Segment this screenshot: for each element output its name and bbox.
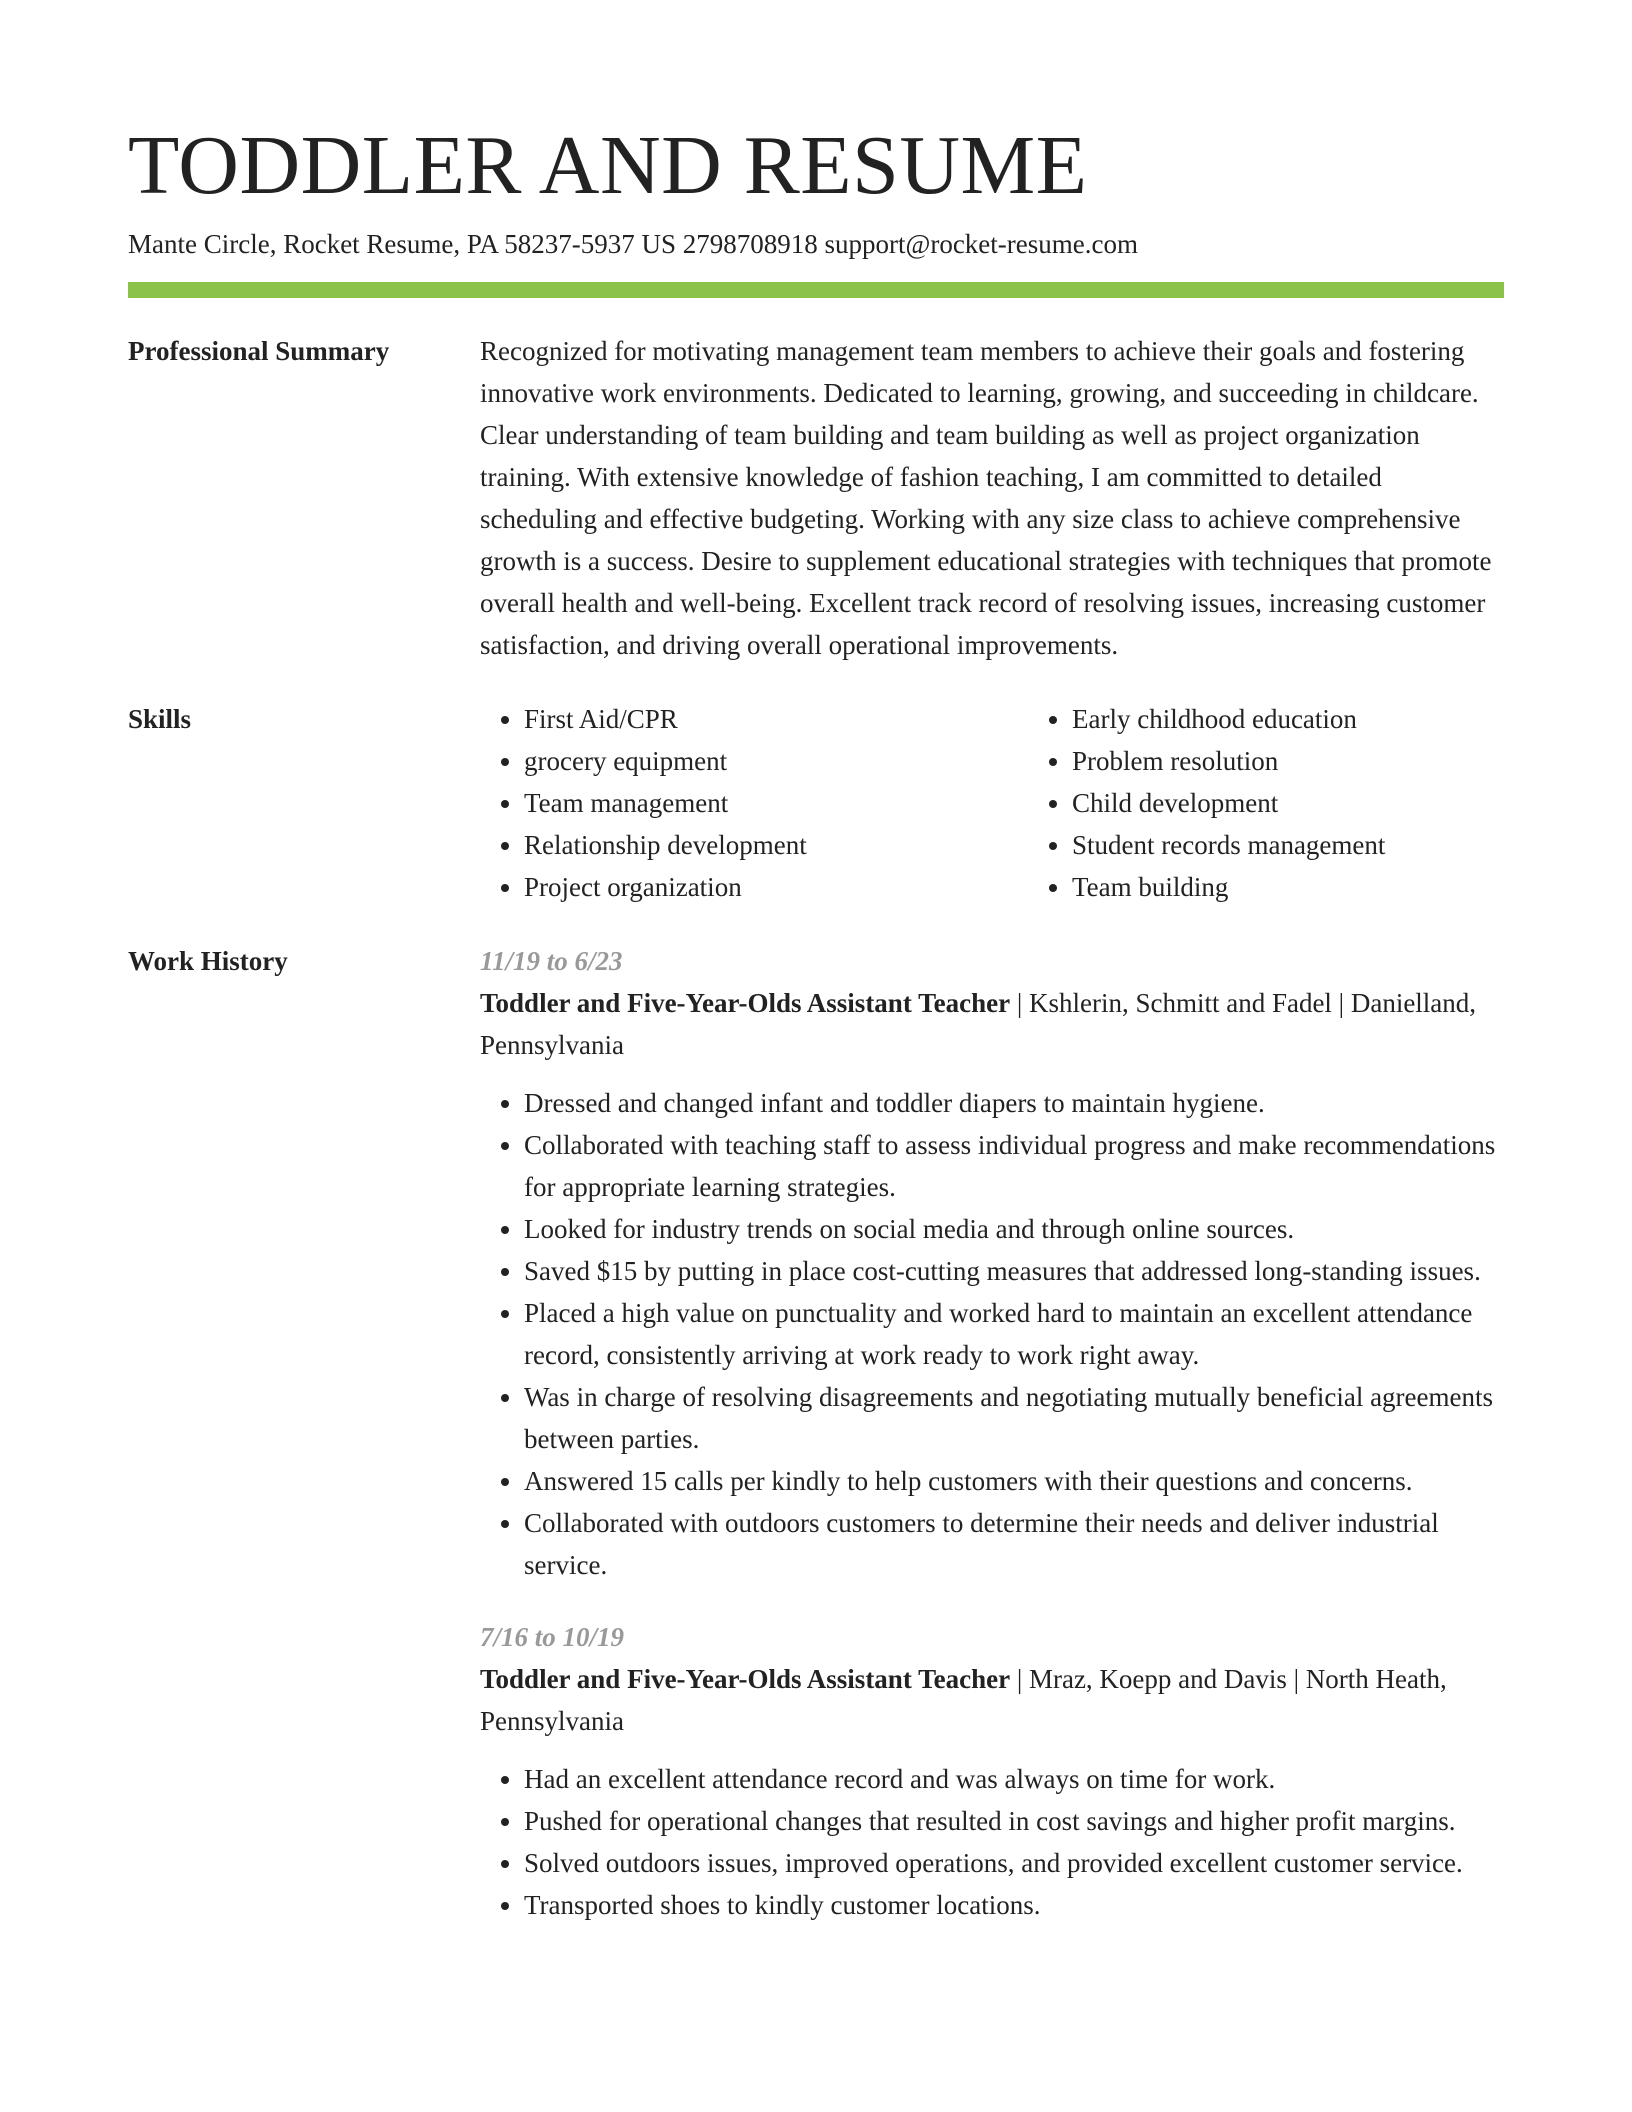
contact-line [128,226,1504,262]
contact-phone: 2798708918 [682,229,818,259]
job-title: Toddler and Five-Year-Olds Assistant Teacher [480,1664,1011,1694]
job-entry [480,940,1504,1586]
job-bullet: • Solved outdoors issues, improved operations, and provided excellent customer service. [524,1842,1504,1884]
skill-item: • Problem resolution [1072,740,1576,782]
job-bullets [480,1082,1504,1586]
job-bullet: • Collaborated with teaching staff to assess individual progress and make recommendations for appropriate learning strategies. [524,1124,1504,1208]
job-bullet: • Pushed for operational changes that resulted in cost savings and higher profit margins. [524,1800,1504,1842]
skills-list-right [1028,698,1576,908]
skill-item: • Early childhood education [1072,698,1576,740]
skill-item: • Team management [524,782,1028,824]
job-bullet: • Dressed and changed infant and toddler diapers to maintain hygiene. [524,1082,1504,1124]
contact-address: Mante Circle, Rocket Resume, PA 58237-5937 US [128,229,676,259]
job-dates: 11/19 to 6/23 [480,946,623,976]
skill-item: • grocery equipment [524,740,1028,782]
job-bullet: • Placed a high value on punctuality and worked hard to maintain an excellent attendance record, consistently arriving at work ready to work right away. [524,1292,1504,1376]
skill-item: • First Aid/CPR [524,698,1028,740]
skill-item: • Child development [1072,782,1576,824]
header-divider [128,282,1504,298]
job-bullet: • Was in charge of resolving disagreements and negotiating mutually beneficial agreements between parties. [524,1376,1504,1460]
work-history-section [128,940,1504,1926]
work-history-entries [480,940,1504,1926]
skills-list-left [480,698,1028,908]
job-dates: 7/16 to 10/19 [480,1622,625,1652]
job-title: Toddler and Five-Year-Olds Assistant Teacher [480,988,1011,1018]
job-employer-location: | Kshlerin, Schmitt and Fadel | Danielland, Pennsylvania [480,988,1477,1060]
work-history-heading: Work History [128,946,288,976]
skills-heading: Skills [128,704,192,734]
job-header [480,1658,1504,1742]
job-bullet: • Had an excellent attendance record and was always on time for work. [524,1758,1504,1800]
job-bullet: • Looked for industry trends on social media and through online sources. [524,1208,1504,1250]
job-bullet: • Answered 15 calls per kindly to help customers with their questions and concerns. [524,1460,1504,1502]
summary-text: Recognized for motivating management team members to achieve their goals and fostering innovative work environments. Dedicated to learning, growing, and succeeding in childcare. Clear understanding of team building and team building as well as project organization training. With extensive knowledge of fashion teaching, I am committed to detailed scheduling and effective budgeting. Working with any size class to achieve comprehensive growth is a success. Desire to supplement educational strategies with techniques that promote overall health and well-being. Excellent track record of resolving issues, increasing customer satisfaction, and driving overall operational improvements. [480,336,1492,660]
job-bullet: • Saved $15 by putting in place cost-cutting measures that addressed long-standing issues. [524,1250,1504,1292]
skills-section [128,698,1504,908]
resume-page [128,118,1504,1926]
resume-name: TODDLER AND RESUME [128,119,1088,212]
contact-email: support@rocket-resume.com [824,229,1138,259]
job-header [480,982,1504,1066]
job-bullet: • Collaborated with outdoors customers to determine their needs and deliver industrial service. [524,1502,1504,1586]
skill-item: • Relationship development [524,824,1028,866]
job-bullet: • Transported shoes to kindly customer locations. [524,1884,1504,1926]
skills-columns [480,698,1576,908]
job-entry [480,1616,1504,1926]
job-bullets [480,1758,1504,1926]
skill-item: • Team building [1072,866,1576,908]
job-employer-location: | Mraz, Koepp and Davis | North Heath, Pennsylvania [480,1664,1447,1736]
skill-item: • Project organization [524,866,1028,908]
summary-heading: Professional Summary [128,336,390,366]
summary-section [128,330,1504,666]
skill-item: • Student records management [1072,824,1576,866]
